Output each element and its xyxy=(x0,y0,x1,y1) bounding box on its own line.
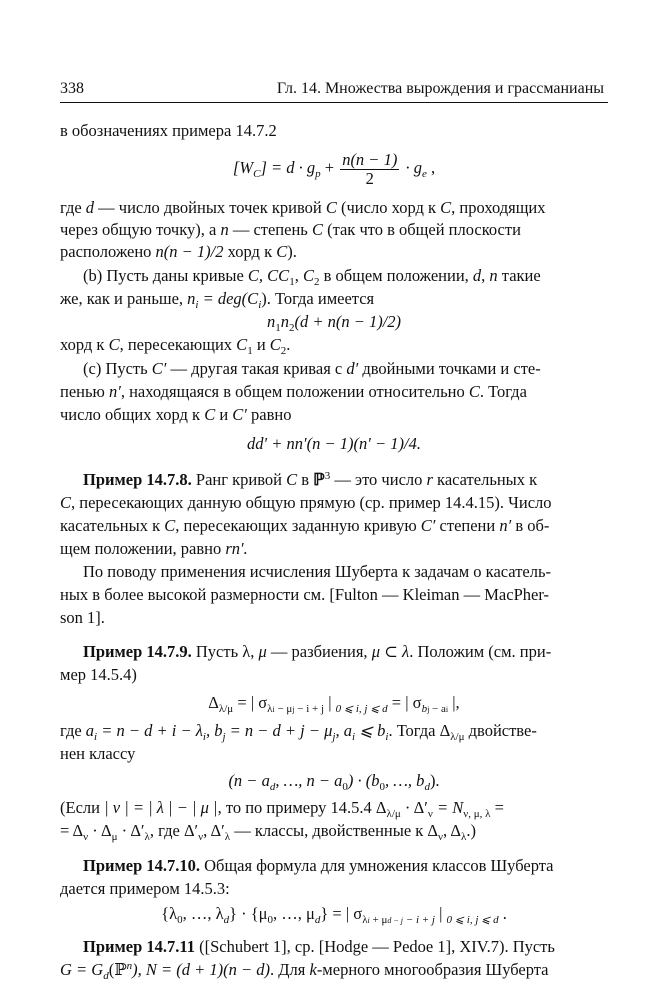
text-line: расположено n(n − 1)/2 хорд к C). xyxy=(60,242,297,261)
text-line: $G = G_d(ℙ^n)$, N = (d + 1)(n − d). Для k-мерного многообразия Шуберта xyxy=(60,960,549,982)
text-line: касательных к C, пересекающих заданную кривую C′ степени n′ в об- xyxy=(60,516,550,535)
example-heading: Пример 14.7.8. xyxy=(83,470,192,489)
text-line: где d — число двойных точек кривой C (число хорд к C, проходящих xyxy=(60,198,546,217)
text-line: (b) Пусть даны кривые C, $CC_1$, $C_2$ в общем положении, d, n такие xyxy=(83,266,541,288)
text-line: число общих хорд к C и C′ равно xyxy=(60,405,292,424)
text-line: C, пересекающих данную общую прямую (ср. пример 14.4.15). Число xyxy=(60,493,552,512)
text-line: нен классу xyxy=(60,744,136,763)
text-line: дается примером 14.5.3: xyxy=(60,879,230,898)
text-line: через общую точку), а n — степень C (так что в общей плоскости xyxy=(60,220,521,239)
example-heading: Пример 14.7.9. xyxy=(83,642,192,661)
formula-wc: $[W_C] = d \cdot g_p$ + $\frac{n(n - 1)}{2}$ · $g_e$ , xyxy=(232,149,436,188)
running-title: Гл. 14. Множества вырождения и грассманианы xyxy=(276,80,604,97)
text-line: в обозначениях примера 14.7.2 xyxy=(60,121,277,140)
text-line: По поводу применения исчисления Шуберта к задачам о касатель- xyxy=(83,562,551,581)
text-line: пенью n′, находящаяся в общем положении относительно C. Тогда xyxy=(60,382,527,401)
text-line: (Если | ν | = | λ | − | μ |, то по примеру 14.5.4 $\Delta_{\lambda/\mu} \cdot \Delta'_\nu = N_{\nu, \mu, \lambda}$ = xyxy=(60,798,504,820)
formula-common-chords: dd′ + nn′(n − 1)(n′ − 1)/4. xyxy=(247,434,421,453)
text-line: Пример 14.7.11 ([Schubert 1], ср. [Hodge — Pedoe 1], XIV.7). Пусть xyxy=(83,937,555,956)
text-line: Пример 14.7.8. Ранг кривой C в ℙ$^3$ — это число r касательных к xyxy=(83,470,538,489)
text-line: Пример 14.7.9. Пусть λ, μ — разбиения, μ ⊂ λ. Положим (см. при- xyxy=(83,642,552,661)
formula-schubert-product: {$\lambda_0$, …, $\lambda_d\} \cdot \{\mu_0$, …, $\mu_d$} = | $\sigma_{\lambda i + \mu d - j - i + j}$ | $_{0 ⩽ i, j ⩽ d}$ . xyxy=(161,904,507,926)
text-line: ных в более высокой размерности см. [Fulton — Kleiman — MacPher- xyxy=(60,585,549,604)
text-line: щем положении, равно rn′. xyxy=(60,539,248,558)
text-line: хорд к C, пересекающих $C_1$ и $C_2$. xyxy=(60,335,291,357)
text-line: = $\Delta_\nu \cdot \Delta_\mu \cdot \Delta'_\lambda$, где $\Delta'_\nu$, $\Delta'_\lambda$ — классы, двойственные к $\Delta_\nu$, $\Delta_\lambda$.) xyxy=(60,821,476,843)
text-line: (c) Пусть C′ — другая такая кривая с d′ двойными точками и сте- xyxy=(83,359,541,378)
formula-delta: $\Delta_{\lambda/\mu}$ = | $\sigma_{\lambda i - \mu j - i + j}$ | $_{0 ⩽ i, j ⩽ d}$ = | $\sigma_{bj - ai}$ |, xyxy=(208,693,460,715)
example-heading: Пример 14.7.11 xyxy=(83,937,195,956)
running-header xyxy=(60,80,608,103)
example-heading: Пример 14.7.10. xyxy=(83,856,201,875)
formula-chords: $n_1n_2(d + n(n - 1)/2)$ xyxy=(266,312,402,334)
text-line: Пример 14.7.10. Общая формула для умножения классов Шуберта xyxy=(83,856,554,875)
text-line: где $a_i = n - d + i - \lambda_i$, $b_j = n - d + j - \mu_j$, $a_i$ ⩽ $b_i$. Тогда $\Delta_{\lambda/\mu}$ двойстве- xyxy=(60,721,537,743)
page-number: 338 xyxy=(60,80,84,97)
text-line: мер 14.5.4) xyxy=(60,665,137,684)
text-line: son 1]. xyxy=(60,608,105,627)
formula-vectors: ($n - a_d$, …, $n - a_0) \cdot (b_0$, …, $b_d$). xyxy=(228,771,440,793)
text-line: же, как и раньше, $n_i = deg(C_i)$. Тогда имеется xyxy=(60,289,375,311)
